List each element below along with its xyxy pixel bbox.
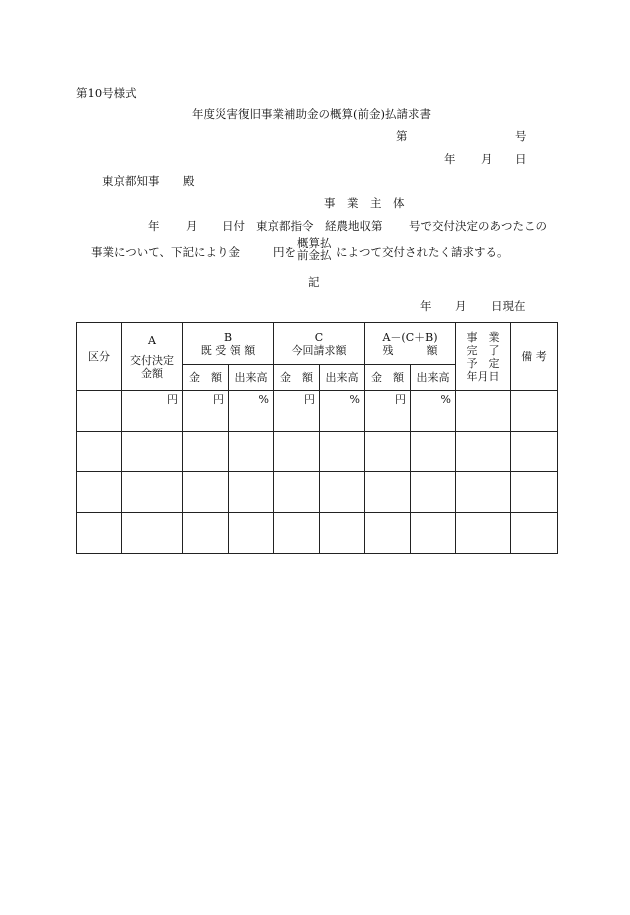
sub-b-amount: 金 額	[183, 365, 229, 391]
table-cell[interactable]	[274, 432, 320, 472]
col-b-label: 既 受 領 額	[200, 343, 256, 357]
table-cell[interactable]	[456, 513, 511, 554]
body-year: 年	[148, 219, 160, 233]
sub-d-amount: 金 額	[365, 365, 411, 391]
body-yen: 円を	[273, 245, 296, 259]
col-a-letter: A	[148, 333, 156, 347]
payment-method-options	[297, 237, 332, 261]
table-cell[interactable]	[456, 432, 511, 472]
cell-category[interactable]	[77, 391, 122, 432]
table-cell[interactable]	[320, 513, 365, 554]
table-cell[interactable]	[320, 432, 365, 472]
sub-d-progress: 出来高	[411, 365, 456, 391]
date-year: 年	[444, 152, 456, 166]
table-cell[interactable]	[77, 513, 122, 554]
table-cell[interactable]	[320, 472, 365, 513]
header-col-c	[274, 323, 365, 365]
body-line2-end: によつて交付されたく請求する。	[336, 245, 509, 259]
date-month: 月	[481, 152, 493, 166]
col-e-line-1: 事 業	[466, 330, 500, 344]
sub-b-progress: 出来高	[229, 365, 274, 391]
sub-c-amount: 金 額	[274, 365, 320, 391]
table-cell[interactable]	[77, 472, 122, 513]
claim-table	[76, 322, 558, 554]
ki-label: 記	[308, 275, 320, 289]
table-cell[interactable]	[274, 513, 320, 554]
body-line2-start: 事業について、下記により金	[91, 245, 241, 259]
table-cell[interactable]	[122, 472, 183, 513]
table-row	[77, 432, 558, 472]
table-cell[interactable]	[511, 472, 558, 513]
table-cell[interactable]	[365, 513, 411, 554]
header-col-d	[365, 323, 456, 365]
as-of-month: 月	[455, 299, 467, 313]
option-prepayment: 前金払	[297, 248, 332, 262]
body-designation: 東京都指令	[256, 219, 314, 233]
table-cell[interactable]	[511, 432, 558, 472]
col-e-line-3: 予 定	[466, 356, 500, 370]
form-number: 第10号様式	[76, 86, 137, 100]
as-of-year: 年	[420, 299, 432, 313]
form-title: 年度災害復旧事業補助金の概算(前金)払請求書	[192, 107, 431, 121]
header-col-e	[456, 323, 511, 391]
document-number-prefix: 第	[396, 129, 408, 143]
header-remarks: 備 考	[511, 323, 558, 391]
body-decision: 号で交付決定のあつたこの	[409, 219, 547, 233]
col-c-label: 今回請求額	[291, 343, 347, 357]
body-month: 月	[186, 219, 198, 233]
honorific: 殿	[183, 174, 195, 188]
date-day: 日	[515, 152, 527, 166]
unit-yen-d[interactable]: 円	[365, 391, 411, 432]
col-d-label: 残 額	[382, 343, 438, 357]
applicant-label: 事 業 主 体	[324, 196, 405, 210]
cell-remarks[interactable]	[511, 391, 558, 432]
col-e-line-4: 年月日	[466, 369, 500, 383]
unit-percent-b[interactable]: %	[229, 391, 274, 432]
sub-c-progress: 出来高	[320, 365, 365, 391]
unit-percent-d[interactable]: %	[411, 391, 456, 432]
table-cell[interactable]	[77, 432, 122, 472]
table-cell[interactable]	[122, 432, 183, 472]
table-row	[77, 472, 558, 513]
addressee: 東京都知事	[102, 174, 160, 188]
table-cell[interactable]	[274, 472, 320, 513]
table-cell[interactable]	[183, 513, 229, 554]
table-cell[interactable]	[183, 432, 229, 472]
document-number-suffix: 号	[515, 129, 527, 143]
col-b-letter: B	[223, 330, 233, 344]
table-cell[interactable]	[365, 472, 411, 513]
col-c-letter: C	[314, 330, 324, 344]
header-col-a	[122, 323, 183, 391]
table-cell[interactable]	[411, 472, 456, 513]
table-cell[interactable]	[511, 513, 558, 554]
table-cell[interactable]	[456, 472, 511, 513]
as-of-day: 日現在	[491, 299, 526, 313]
table-cell[interactable]	[229, 513, 274, 554]
unit-yen-c[interactable]: 円	[274, 391, 320, 432]
table-cell[interactable]	[411, 513, 456, 554]
table-cell[interactable]	[122, 513, 183, 554]
header-category: 区分	[77, 323, 122, 391]
header-col-b	[183, 323, 274, 365]
unit-yen-a[interactable]: 円	[122, 391, 183, 432]
cell-completion-date[interactable]	[456, 391, 511, 432]
col-d-formula: A－(C＋B)	[382, 330, 438, 344]
table-row	[77, 513, 558, 554]
table-cell[interactable]	[229, 432, 274, 472]
table-cell[interactable]	[365, 432, 411, 472]
col-e-line-2: 完 了	[466, 343, 500, 357]
table-cell[interactable]	[229, 472, 274, 513]
option-advance-estimate: 概算払	[297, 236, 332, 250]
table-cell[interactable]	[411, 432, 456, 472]
unit-yen-b[interactable]: 円	[183, 391, 229, 432]
col-a-label-2: 金額	[141, 366, 163, 380]
table-row	[77, 391, 558, 432]
col-a-label-1: 交付決定	[130, 353, 174, 367]
body-day-ref: 日付	[222, 219, 245, 233]
unit-percent-c[interactable]: %	[320, 391, 365, 432]
table-cell[interactable]	[183, 472, 229, 513]
body-bureau: 経農地収第	[325, 219, 383, 233]
